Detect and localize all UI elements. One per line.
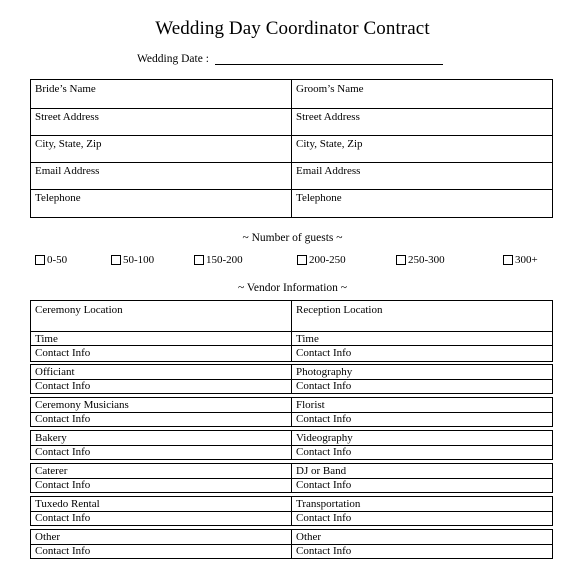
videography-field[interactable]: Videography: [296, 432, 353, 444]
vendor-block-musicians: [30, 397, 553, 427]
vendor-heading: ~ Vendor Information ~: [237, 282, 347, 294]
videography-contact-field[interactable]: Contact Info: [296, 446, 352, 458]
dj-or-band-field[interactable]: DJ or Band: [296, 465, 347, 477]
vendor-block-bakery: [30, 430, 553, 460]
page-title: Wedding Day Coordinator Contract: [155, 18, 430, 39]
row-divider: [31, 189, 552, 190]
row-divider: [31, 412, 552, 413]
guest-option-label: 250-300: [408, 254, 445, 266]
row-divider: [31, 511, 552, 512]
guest-option-300-plus[interactable]: [503, 254, 538, 266]
row-divider: [31, 162, 552, 163]
bride-telephone-field[interactable]: Telephone: [35, 192, 81, 204]
tuxedo-contact-field[interactable]: Contact Info: [35, 512, 91, 524]
checkbox[interactable]: [194, 255, 204, 265]
row-divider: [31, 108, 552, 109]
caterer-field[interactable]: Caterer: [35, 465, 68, 477]
guest-option-label: 150-200: [206, 254, 243, 266]
guests-heading: ~ Number of guests ~: [242, 232, 343, 244]
checkbox[interactable]: [111, 255, 121, 265]
groom-city-state-zip-field[interactable]: City, State, Zip: [296, 138, 363, 150]
bride-street-address-field[interactable]: Street Address: [35, 111, 99, 123]
vendor-block-other: [30, 529, 553, 559]
ceremony-contact-field[interactable]: Contact Info: [35, 347, 91, 359]
column-divider: [291, 80, 292, 217]
wedding-date-field[interactable]: [215, 64, 443, 65]
tuxedo-rental-field[interactable]: Tuxedo Rental: [35, 498, 100, 510]
checkbox[interactable]: [35, 255, 45, 265]
row-divider: [31, 544, 552, 545]
guest-option-label: 300+: [515, 254, 538, 266]
vendor-block-tuxedo: [30, 496, 553, 526]
transportation-field[interactable]: Transportation: [296, 498, 361, 510]
groom-street-address-field[interactable]: Street Address: [296, 111, 360, 123]
vendor-block-caterer: [30, 463, 553, 493]
bakery-contact-field[interactable]: Contact Info: [35, 446, 91, 458]
ceremony-musicians-field[interactable]: Ceremony Musicians: [35, 399, 129, 411]
brides-name-field[interactable]: Bride’s Name: [35, 83, 96, 95]
caterer-contact-field[interactable]: Contact Info: [35, 479, 91, 491]
grooms-name-field[interactable]: Groom’s Name: [296, 83, 364, 95]
guest-option-200-250[interactable]: [297, 254, 346, 266]
guest-option-label: 200-250: [309, 254, 346, 266]
florist-field[interactable]: Florist: [296, 399, 325, 411]
bakery-field[interactable]: Bakery: [35, 432, 67, 444]
dj-contact-field[interactable]: Contact Info: [296, 479, 352, 491]
guest-option-150-200[interactable]: [194, 254, 243, 266]
row-divider: [31, 478, 552, 479]
other-right-field[interactable]: Other: [296, 531, 322, 543]
contact-table: [30, 79, 553, 218]
checkbox[interactable]: [503, 255, 513, 265]
checkbox[interactable]: [297, 255, 307, 265]
officiant-field[interactable]: Officiant: [35, 366, 75, 378]
photography-contact-field[interactable]: Contact Info: [296, 380, 352, 392]
ceremony-location-field[interactable]: Ceremony Location: [35, 304, 123, 316]
transportation-contact-field[interactable]: Contact Info: [296, 512, 352, 524]
photography-field[interactable]: Photography: [296, 366, 353, 378]
ceremony-time-field[interactable]: Time: [35, 333, 58, 345]
guest-option-250-300[interactable]: [396, 254, 445, 266]
guest-option-50-100[interactable]: [111, 254, 154, 266]
row-divider: [31, 331, 552, 332]
row-divider: [31, 345, 552, 346]
musicians-contact-field[interactable]: Contact Info: [35, 413, 91, 425]
guest-option-label: 0-50: [47, 254, 68, 266]
officiant-contact-field[interactable]: Contact Info: [35, 380, 91, 392]
checkbox[interactable]: [396, 255, 406, 265]
bride-city-state-zip-field[interactable]: City, State, Zip: [35, 138, 102, 150]
guest-option-0-50[interactable]: [35, 254, 67, 266]
reception-time-field[interactable]: Time: [296, 333, 319, 345]
guest-option-label: 50-100: [123, 254, 155, 266]
bride-email-field[interactable]: Email Address: [35, 165, 100, 177]
reception-contact-field[interactable]: Contact Info: [296, 347, 352, 359]
row-divider: [31, 379, 552, 380]
groom-email-field[interactable]: Email Address: [296, 165, 361, 177]
other-right-contact-field[interactable]: Contact Info: [296, 545, 352, 557]
other-left-contact-field[interactable]: Contact Info: [35, 545, 91, 557]
vendor-block-location: [30, 300, 553, 362]
vendor-block-officiant: [30, 364, 553, 394]
wedding-date-label: Wedding Date :: [137, 53, 209, 65]
row-divider: [31, 135, 552, 136]
florist-contact-field[interactable]: Contact Info: [296, 413, 352, 425]
reception-location-field[interactable]: Reception Location: [296, 304, 383, 316]
groom-telephone-field[interactable]: Telephone: [296, 192, 342, 204]
other-left-field[interactable]: Other: [35, 531, 61, 543]
row-divider: [31, 445, 552, 446]
